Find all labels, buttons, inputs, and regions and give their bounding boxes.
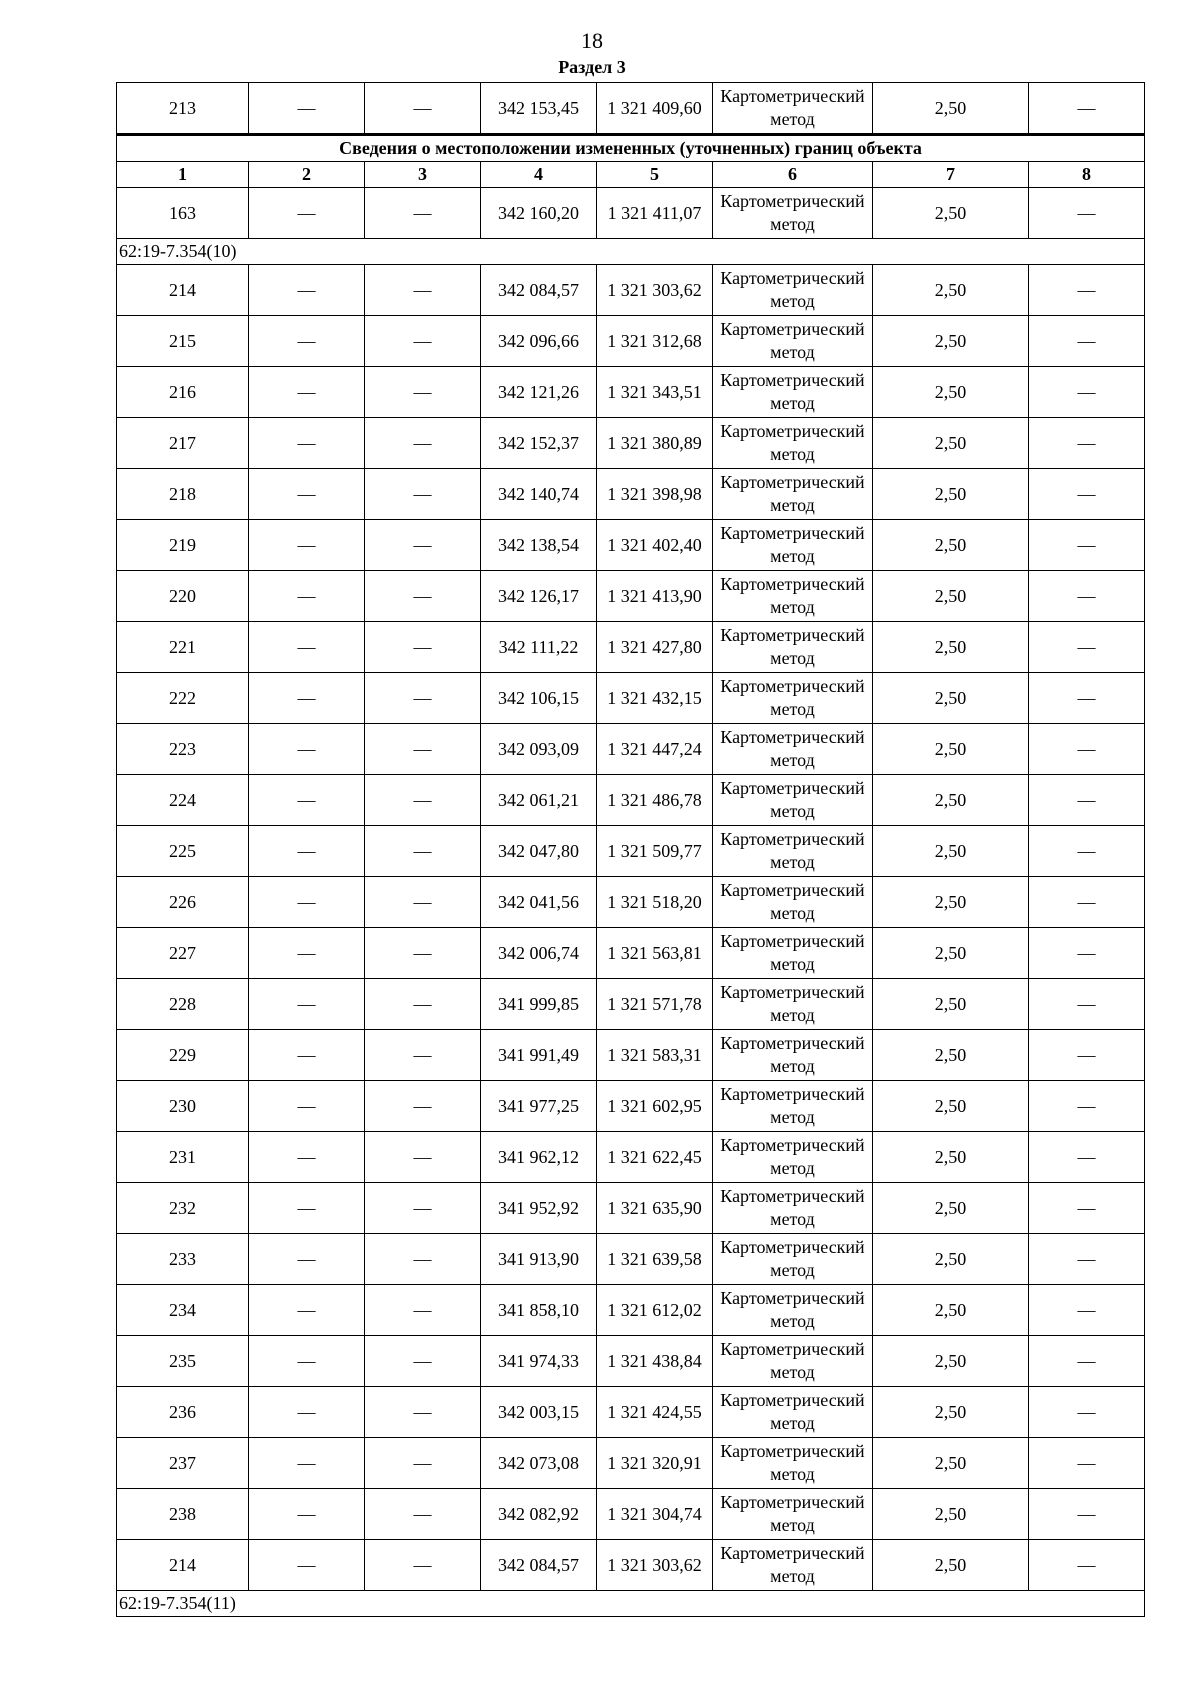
coord-x: 341 977,25 <box>481 1081 597 1132</box>
table-row <box>117 928 1145 979</box>
method: Картометрический метод <box>713 367 873 418</box>
table-row <box>117 188 1145 239</box>
coord-x: 342 093,09 <box>481 724 597 775</box>
table-row <box>117 979 1145 1030</box>
coord-y: 1 321 612,02 <box>597 1285 713 1336</box>
method: Картометрический метод <box>713 1489 873 1540</box>
accuracy: 2,50 <box>873 775 1029 826</box>
table-row <box>117 1540 1145 1591</box>
cell-col2: — <box>249 469 365 520</box>
accuracy: 2,50 <box>873 673 1029 724</box>
coord-x: 342 084,57 <box>481 265 597 316</box>
method: Картометрический метод <box>713 724 873 775</box>
cell-col2: — <box>249 367 365 418</box>
method: Картометрический метод <box>713 877 873 928</box>
header-cell: 4 <box>481 162 597 188</box>
accuracy: 2,50 <box>873 826 1029 877</box>
contour-label: 62:19-7.354(10) <box>117 239 1145 265</box>
table-row <box>117 1387 1145 1438</box>
method: Картометрический метод <box>713 83 873 135</box>
point-number: 234 <box>117 1285 249 1336</box>
cell-col8: — <box>1029 928 1145 979</box>
coord-x: 342 152,37 <box>481 418 597 469</box>
method: Картометрический метод <box>713 1081 873 1132</box>
table-row <box>117 673 1145 724</box>
cell-col8: — <box>1029 520 1145 571</box>
cell-col3: — <box>365 367 481 418</box>
table-row <box>117 418 1145 469</box>
method: Картометрический метод <box>713 418 873 469</box>
cell-col2: — <box>249 877 365 928</box>
cell-col2: — <box>249 188 365 239</box>
table-row <box>117 1438 1145 1489</box>
coord-x: 342 061,21 <box>481 775 597 826</box>
table-row <box>117 622 1145 673</box>
cell-col8: — <box>1029 1387 1145 1438</box>
coord-x: 342 121,26 <box>481 367 597 418</box>
point-number: 216 <box>117 367 249 418</box>
coordinates-table <box>116 82 1145 1617</box>
coord-y: 1 321 583,31 <box>597 1030 713 1081</box>
cell-col3: — <box>365 469 481 520</box>
cell-col2: — <box>249 928 365 979</box>
cell-col3: — <box>365 1438 481 1489</box>
header-cell: 3 <box>365 162 481 188</box>
contour-label: 62:19-7.354(11) <box>117 1591 1145 1617</box>
table-row <box>117 1132 1145 1183</box>
cell-col3: — <box>365 1132 481 1183</box>
table-row <box>117 1030 1145 1081</box>
cell-col2: — <box>249 673 365 724</box>
point-number: 224 <box>117 775 249 826</box>
coord-x: 342 003,15 <box>481 1387 597 1438</box>
point-number: 236 <box>117 1387 249 1438</box>
coord-y: 1 321 518,20 <box>597 877 713 928</box>
coord-y: 1 321 427,80 <box>597 622 713 673</box>
coord-x: 342 047,80 <box>481 826 597 877</box>
point-number: 229 <box>117 1030 249 1081</box>
cell-col3: — <box>365 928 481 979</box>
section-heading-row <box>117 135 1145 162</box>
coord-y: 1 321 602,95 <box>597 1081 713 1132</box>
method: Картометрический метод <box>713 571 873 622</box>
coord-x: 341 952,92 <box>481 1183 597 1234</box>
coord-x: 342 111,22 <box>481 622 597 673</box>
method: Картометрический метод <box>713 1540 873 1591</box>
method: Картометрический метод <box>713 1234 873 1285</box>
coord-x: 342 084,57 <box>481 1540 597 1591</box>
cell-col3: — <box>365 1336 481 1387</box>
method: Картометрический метод <box>713 469 873 520</box>
cell-col8: — <box>1029 1285 1145 1336</box>
cell-col2: — <box>249 1234 365 1285</box>
cell-col2: — <box>249 826 365 877</box>
method: Картометрический метод <box>713 826 873 877</box>
cell-col2: — <box>249 1336 365 1387</box>
cell-col8: — <box>1029 1336 1145 1387</box>
coord-x: 341 913,90 <box>481 1234 597 1285</box>
cell-col3: — <box>365 1489 481 1540</box>
coord-x: 342 126,17 <box>481 571 597 622</box>
coord-y: 1 321 509,77 <box>597 826 713 877</box>
cell-col2: — <box>249 520 365 571</box>
cell-col3: — <box>365 1540 481 1591</box>
table-row <box>117 520 1145 571</box>
accuracy: 2,50 <box>873 520 1029 571</box>
accuracy: 2,50 <box>873 877 1029 928</box>
coord-x: 342 106,15 <box>481 673 597 724</box>
accuracy: 2,50 <box>873 469 1029 520</box>
cell-col8: — <box>1029 1234 1145 1285</box>
cell-col2: — <box>249 1438 365 1489</box>
accuracy: 2,50 <box>873 571 1029 622</box>
coord-y: 1 321 635,90 <box>597 1183 713 1234</box>
cell-col2: — <box>249 1387 365 1438</box>
coord-y: 1 321 343,51 <box>597 367 713 418</box>
cell-col8: — <box>1029 826 1145 877</box>
accuracy: 2,50 <box>873 1285 1029 1336</box>
coord-y: 1 321 413,90 <box>597 571 713 622</box>
accuracy: 2,50 <box>873 979 1029 1030</box>
coord-x: 341 858,10 <box>481 1285 597 1336</box>
table-row <box>117 367 1145 418</box>
coord-x: 342 073,08 <box>481 1438 597 1489</box>
method: Картометрический метод <box>713 1132 873 1183</box>
cell-col8: — <box>1029 367 1145 418</box>
cell-col2: — <box>249 316 365 367</box>
point-number: 233 <box>117 1234 249 1285</box>
accuracy: 2,50 <box>873 1030 1029 1081</box>
cell-col3: — <box>365 1030 481 1081</box>
method: Картометрический метод <box>713 1387 873 1438</box>
point-number: 227 <box>117 928 249 979</box>
cell-col2: — <box>249 1489 365 1540</box>
method: Картометрический метод <box>713 265 873 316</box>
accuracy: 2,50 <box>873 316 1029 367</box>
table-row <box>117 1183 1145 1234</box>
accuracy: 2,50 <box>873 418 1029 469</box>
method: Картометрический метод <box>713 316 873 367</box>
table-row <box>117 571 1145 622</box>
coord-y: 1 321 303,62 <box>597 1540 713 1591</box>
accuracy: 2,50 <box>873 724 1029 775</box>
coord-y: 1 321 571,78 <box>597 979 713 1030</box>
cell-col8: — <box>1029 979 1145 1030</box>
cell-col3: — <box>365 520 481 571</box>
method: Картометрический метод <box>713 1438 873 1489</box>
cell-col2: — <box>249 1183 365 1234</box>
cell-col3: — <box>365 1285 481 1336</box>
point-number: 218 <box>117 469 249 520</box>
coord-x: 342 006,74 <box>481 928 597 979</box>
accuracy: 2,50 <box>873 265 1029 316</box>
cell-col8: — <box>1029 673 1145 724</box>
coord-x: 342 082,92 <box>481 1489 597 1540</box>
accuracy: 2,50 <box>873 1234 1029 1285</box>
coord-x: 342 140,74 <box>481 469 597 520</box>
point-number: 230 <box>117 1081 249 1132</box>
point-number: 238 <box>117 1489 249 1540</box>
coord-y: 1 321 447,24 <box>597 724 713 775</box>
header-row <box>117 162 1145 188</box>
table-row <box>117 724 1145 775</box>
table-row <box>117 265 1145 316</box>
accuracy: 2,50 <box>873 928 1029 979</box>
cell-col8: — <box>1029 265 1145 316</box>
page-number: 18 <box>581 28 603 53</box>
cell-col3: — <box>365 1234 481 1285</box>
cell-col3: — <box>365 877 481 928</box>
coord-x: 342 041,56 <box>481 877 597 928</box>
point-number: 221 <box>117 622 249 673</box>
cell-col2: — <box>249 1285 365 1336</box>
cell-col3: — <box>365 316 481 367</box>
header-cell: 8 <box>1029 162 1145 188</box>
cell-col8: — <box>1029 775 1145 826</box>
table-row <box>117 1081 1145 1132</box>
table-row <box>117 469 1145 520</box>
accuracy: 2,50 <box>873 1387 1029 1438</box>
coord-y: 1 321 304,74 <box>597 1489 713 1540</box>
coord-y: 1 321 398,98 <box>597 469 713 520</box>
cell-col8: — <box>1029 724 1145 775</box>
table-row <box>117 1489 1145 1540</box>
table-row <box>117 83 1145 135</box>
point-number: 214 <box>117 1540 249 1591</box>
cell-col3: — <box>365 673 481 724</box>
point-number: 225 <box>117 826 249 877</box>
accuracy: 2,50 <box>873 83 1029 135</box>
cell-col3: — <box>365 826 481 877</box>
cell-col2: — <box>249 418 365 469</box>
method: Картометрический метод <box>713 520 873 571</box>
accuracy: 2,50 <box>873 1132 1029 1183</box>
coord-y: 1 321 438,84 <box>597 1336 713 1387</box>
cell-col2: — <box>249 1081 365 1132</box>
cell-col2: — <box>249 265 365 316</box>
header-cell: 7 <box>873 162 1029 188</box>
cell-col3: — <box>365 418 481 469</box>
method: Картометрический метод <box>713 928 873 979</box>
cell-col8: — <box>1029 571 1145 622</box>
cell-col8: — <box>1029 418 1145 469</box>
coord-y: 1 321 563,81 <box>597 928 713 979</box>
cell-col2: — <box>249 724 365 775</box>
cell-col8: — <box>1029 1132 1145 1183</box>
coord-y: 1 321 639,58 <box>597 1234 713 1285</box>
accuracy: 2,50 <box>873 1183 1029 1234</box>
method: Картометрический метод <box>713 775 873 826</box>
coord-y: 1 321 432,15 <box>597 673 713 724</box>
section-heading: Сведения о местоположении измененных (уточненных) границ объекта <box>117 135 1145 162</box>
cell-col8: — <box>1029 622 1145 673</box>
cell-col8: — <box>1029 1183 1145 1234</box>
cell-col2: — <box>249 1132 365 1183</box>
point-number: 215 <box>117 316 249 367</box>
point-number: 232 <box>117 1183 249 1234</box>
coord-x: 341 991,49 <box>481 1030 597 1081</box>
coord-y: 1 321 303,62 <box>597 265 713 316</box>
cell-col8: — <box>1029 316 1145 367</box>
cell-col8: — <box>1029 1081 1145 1132</box>
cell-col8: — <box>1029 1438 1145 1489</box>
point-number: 237 <box>117 1438 249 1489</box>
header-cell: 2 <box>249 162 365 188</box>
cell-col8: — <box>1029 188 1145 239</box>
method: Картометрический метод <box>713 1336 873 1387</box>
method: Картометрический метод <box>713 979 873 1030</box>
point-number: 217 <box>117 418 249 469</box>
contour-label-row <box>117 239 1145 265</box>
point-number: 226 <box>117 877 249 928</box>
coord-x: 341 999,85 <box>481 979 597 1030</box>
coord-y: 1 321 622,45 <box>597 1132 713 1183</box>
coord-y: 1 321 411,07 <box>597 188 713 239</box>
coord-x: 341 974,33 <box>481 1336 597 1387</box>
method: Картометрический метод <box>713 1183 873 1234</box>
point-number: 222 <box>117 673 249 724</box>
table-row <box>117 826 1145 877</box>
cell-col2: — <box>249 1030 365 1081</box>
accuracy: 2,50 <box>873 367 1029 418</box>
table-row <box>117 877 1145 928</box>
cell-col2: — <box>249 83 365 135</box>
table-row <box>117 1285 1145 1336</box>
point-number: 219 <box>117 520 249 571</box>
point-number: 163 <box>117 188 249 239</box>
accuracy: 2,50 <box>873 188 1029 239</box>
cell-col8: — <box>1029 1030 1145 1081</box>
header-cell: 6 <box>713 162 873 188</box>
table-row <box>117 1234 1145 1285</box>
cell-col3: — <box>365 775 481 826</box>
table-row <box>117 775 1145 826</box>
cell-col3: — <box>365 1081 481 1132</box>
coord-y: 1 321 380,89 <box>597 418 713 469</box>
point-number: 235 <box>117 1336 249 1387</box>
cell-col3: — <box>365 1183 481 1234</box>
coord-y: 1 321 312,68 <box>597 316 713 367</box>
cell-col3: — <box>365 724 481 775</box>
point-number: 213 <box>117 83 249 135</box>
cell-col2: — <box>249 775 365 826</box>
cell-col2: — <box>249 1540 365 1591</box>
coord-x: 342 153,45 <box>481 83 597 135</box>
cell-col3: — <box>365 979 481 1030</box>
coord-x: 342 160,20 <box>481 188 597 239</box>
header-cell: 5 <box>597 162 713 188</box>
contour-label-row <box>117 1591 1145 1617</box>
section-title: Раздел 3 <box>558 57 626 77</box>
accuracy: 2,50 <box>873 1336 1029 1387</box>
coord-x: 341 962,12 <box>481 1132 597 1183</box>
cell-col8: — <box>1029 877 1145 928</box>
accuracy: 2,50 <box>873 1540 1029 1591</box>
table-row <box>117 316 1145 367</box>
method: Картометрический метод <box>713 1030 873 1081</box>
cell-col8: — <box>1029 1489 1145 1540</box>
table-row <box>117 1336 1145 1387</box>
cell-col3: — <box>365 1387 481 1438</box>
point-number: 231 <box>117 1132 249 1183</box>
coord-y: 1 321 486,78 <box>597 775 713 826</box>
point-number: 223 <box>117 724 249 775</box>
accuracy: 2,50 <box>873 622 1029 673</box>
cell-col3: — <box>365 83 481 135</box>
coord-y: 1 321 409,60 <box>597 83 713 135</box>
cell-col3: — <box>365 571 481 622</box>
method: Картометрический метод <box>713 1285 873 1336</box>
point-number: 220 <box>117 571 249 622</box>
cell-col3: — <box>365 188 481 239</box>
accuracy: 2,50 <box>873 1438 1029 1489</box>
coord-y: 1 321 402,40 <box>597 520 713 571</box>
header-cell: 1 <box>117 162 249 188</box>
cell-col3: — <box>365 622 481 673</box>
cell-col3: — <box>365 265 481 316</box>
coord-y: 1 321 320,91 <box>597 1438 713 1489</box>
cell-col8: — <box>1029 83 1145 135</box>
point-number: 214 <box>117 265 249 316</box>
cell-col2: — <box>249 571 365 622</box>
cell-col8: — <box>1029 469 1145 520</box>
method: Картометрический метод <box>713 622 873 673</box>
coord-x: 342 138,54 <box>481 520 597 571</box>
cell-col2: — <box>249 622 365 673</box>
method: Картометрический метод <box>713 673 873 724</box>
accuracy: 2,50 <box>873 1081 1029 1132</box>
cell-col8: — <box>1029 1540 1145 1591</box>
point-number: 228 <box>117 979 249 1030</box>
accuracy: 2,50 <box>873 1489 1029 1540</box>
cell-col2: — <box>249 979 365 1030</box>
method: Картометрический метод <box>713 188 873 239</box>
coord-y: 1 321 424,55 <box>597 1387 713 1438</box>
coord-x: 342 096,66 <box>481 316 597 367</box>
